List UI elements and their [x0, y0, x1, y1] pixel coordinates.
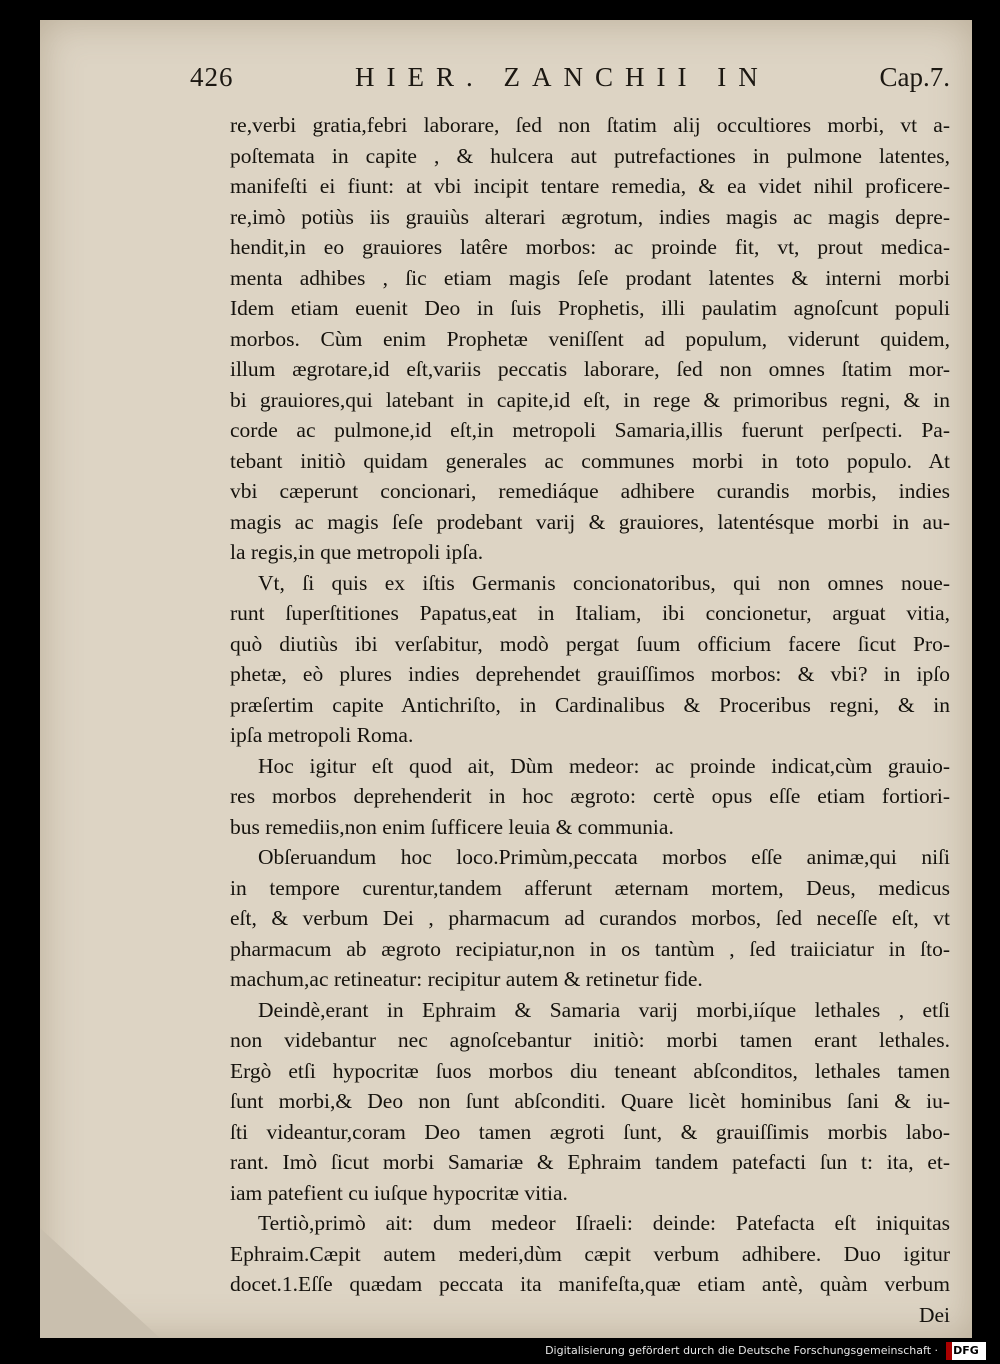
text-line: in tempore curentur,tandem afferunt æternam mortem, Deus, medicus [230, 875, 950, 900]
text-line: non videbantur nec agnoſcebantur initiò: morbi tamen erant lethales. [230, 1028, 950, 1052]
text-line: docet.1.Eſſe quædam peccata ita manifeſta,quæ etiam antè, quàm verbum [230, 1272, 950, 1296]
chapter-label: Cap.7. [879, 62, 950, 92]
text-line: Idem etiam euenit Deo in ſuis Prophetis, illi paulatim agnoſcunt populi [230, 296, 950, 320]
text-line: Hoc igitur eſt quod ait, Dùm medeor: ac proinde indicat,cùm grauio- [258, 753, 950, 778]
text-line: ſunt morbi,& Deo non ſunt abſconditi. Quare licèt hominibus ſani & iu- [230, 1089, 950, 1113]
catchword: Dei [918, 1302, 950, 1327]
text-line: Deindè,erant in Ephraim & Samaria varij morbi,iíque lethales , etſi [258, 997, 950, 1022]
text-line: res morbos deprehenderit in hoc ægroto: certè opus eſſe etiam fortiori- [230, 784, 950, 808]
text-line: re,imò potiùs iis grauiùs alterari ægrotum, indies magis ac magis depre- [230, 204, 950, 229]
text-line: Ergò etſi hypocritæ ſuos morbos diu teneant abſconditos, lethales tamen [230, 1058, 950, 1083]
text-line: phetæ, eò plures indies deprehendet grauiſſimos morbos: & vbi? in ipſo [230, 662, 950, 686]
page-header [190, 62, 950, 102]
dfg-logo [946, 1342, 986, 1360]
text-line: ſti videantur,coram Deo tamen ægroti ſunt, & grauiſſimis morbis labo- [230, 1119, 950, 1144]
text-line: corde ac pulmone,id eſt,in metropoli Samaria,illis fuerunt perſpecti. Pa- [230, 418, 950, 442]
text-line: magis ac magis ſeſe prodebant varij & grauiores, latentésque morbi in au- [230, 509, 950, 534]
text-line: Obſeruandum hoc loco.Primùm,peccata morbos eſſe animæ,qui niſi [258, 845, 950, 869]
text-line: bus remediis,non enim ſufficere leuia & communia. [230, 814, 674, 839]
running-title: HIER. ZANCHII IN [355, 62, 770, 92]
page-number: 426 [190, 62, 234, 92]
page-corner-fold [40, 1228, 160, 1338]
text-line: poſtemata in capite , & hulcera aut putrefactiones in pulmone latentes, [230, 143, 950, 168]
text-line: tebant initiò quidam generales ac communes morbi in toto populo. At [230, 448, 950, 473]
text-line: quò diutiùs ibi verſabitur, modò pergat ſuum officium facere ſicut Pro- [230, 631, 950, 656]
text-line: runt ſuperſtitiones Papatus,eat in Italiam, ibi concionetur, arguat vitia, [230, 601, 950, 625]
text-line: præſertim capite Antichriſto, in Cardinalibus & Proceribus regni, & in [230, 692, 950, 717]
text-line: vbi cæperunt concionari, remediáque adhibere curandis morbis, indies [230, 479, 950, 503]
text-line: illum ægrotare,id eſt,variis peccatis laborare, ſed non omnes ſtatim mor- [230, 357, 950, 381]
text-line: la regis,in que metropoli ipſa. [230, 540, 484, 564]
text-line: bi grauiores,qui latebant in capite,id eſt, in rege & primoribus regni, & in [230, 387, 950, 412]
text-line: eſt, & verbum Dei , pharmacum ad curandos morbos, ſed neceſſe eſt, vt [230, 906, 950, 930]
page-body-text [230, 110, 950, 1330]
text-line: ipſa metropoli Roma. [230, 723, 414, 747]
text-line: menta adhibes , ſic etiam magis ſeſe prodant latentes & interni morbi [230, 265, 950, 290]
text-line: machum,ac retineatur: recipitur autem & retinetur fide. [230, 967, 703, 991]
text-line: manifeſti ei fiunt: at vbi incipit tentare remedia, & ea videt nihil proficere- [230, 174, 950, 198]
digitization-credit: Digitalisierung gefördert durch die Deutsche Forschungsgemeinschaft · [545, 1344, 938, 1357]
text-line: re,verbi gratia,febri laborare, ſed non ſtatim alij occultiores morbi, vt a- [230, 113, 950, 137]
text-line: Tertiò,primò ait: dum medeor Iſraeli: deinde: Patefacta eſt iniquitas [258, 1211, 950, 1235]
dfg-logo-mark [946, 1342, 952, 1360]
text-line: pharmacum ab ægroto recipiatur,non in os tantùm , ſed traiiciatur in ſto- [230, 936, 950, 961]
text-line: Ephraim.Cæpit autem mederi,dùm cæpit verbum adhibere. Duo igitur [230, 1241, 950, 1266]
text-line: hendit,in eo grauiores latêre morbos: ac proinde fit, vt, prout medica- [230, 235, 950, 259]
footer-bar [0, 1340, 1000, 1364]
text-line: Vt, ſi quis ex iſtis Germanis concionatoribus, qui non omnes noue- [258, 570, 950, 595]
text-line: rant. Imò ſicut morbi Samariæ & Ephraim tandem patefacti ſun t: ita, et- [230, 1150, 950, 1174]
text-line: morbos. Cùm enim Prophetæ veniſſent ad populum, viderunt quidem, [230, 326, 950, 351]
dfg-logo-text: DFG [953, 1344, 979, 1357]
text-line: iam patefient cu iuſque hypocritæ vitia. [230, 1180, 568, 1205]
